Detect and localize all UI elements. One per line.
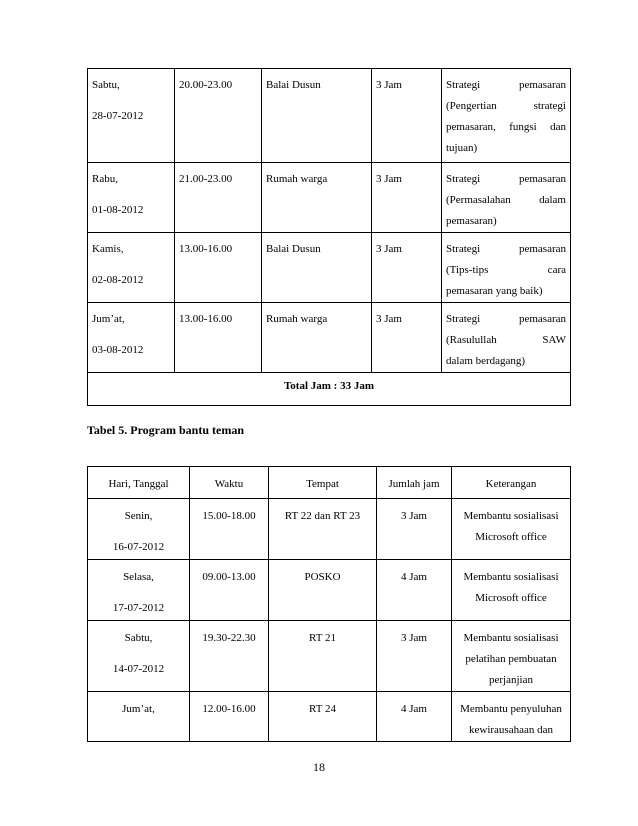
table-row [88,303,571,373]
description-line: Strategi pemasaran [446,243,566,255]
day-date-cell [88,233,175,303]
description-line: (Rasulullah SAW [446,334,566,346]
hours-cell: 3 Jam [372,163,442,233]
description-line: (Pengertian strategi [446,100,566,112]
place-cell: Rumah warga [262,163,372,233]
time-cell: 12.00-16.00 [190,692,269,742]
description-line: pelatihan pembuatan [465,653,557,665]
header-hours: Jumlah jam [377,467,452,499]
description-line: pemasaran) [446,215,497,227]
day-label: Sabtu, [92,79,120,91]
table-row [88,499,571,560]
hours-cell: 3 Jam [372,69,442,163]
day-date-cell [88,560,190,621]
header-time: Waktu [190,467,269,499]
description-line: pemasaran yang baik) [446,285,543,297]
description-line: kewirausahaan dan [469,724,553,736]
header-place: Tempat [269,467,377,499]
day-label: Rabu, [92,173,118,185]
description-cell [452,621,571,692]
place-cell: RT 24 [269,692,377,742]
hours-cell: 4 Jam [377,692,452,742]
description-cell [452,692,571,742]
date-label: 03-08-2012 [92,344,144,356]
day-label: Kamis, [92,243,124,255]
time-cell: 20.00-23.00 [175,69,262,163]
time-cell: 15.00-18.00 [190,499,269,560]
hours-cell: 4 Jam [377,560,452,621]
description-line: Microsoft office [475,531,547,543]
description-line: pemasaran, fungsi dan [446,121,566,133]
day-date-cell [88,303,175,373]
description-cell [442,69,571,163]
description-line: Membantu sosialisasi [463,632,559,644]
place-cell: RT 21 [269,621,377,692]
schedule-table-continued [87,68,571,406]
description-line: Membantu sosialisasi [463,510,559,522]
time-cell: 09.00-13.00 [190,560,269,621]
description-line: Membantu penyuluhan [460,703,562,715]
header-description: Keterangan [452,467,571,499]
date-label: 28-07-2012 [92,110,144,122]
date-label: 16-07-2012 [112,541,165,553]
date-label: 14-07-2012 [112,663,165,675]
description-line: perjanjian [489,674,533,686]
header-day-date: Hari, Tanggal [88,467,190,499]
day-date-cell [88,621,190,692]
description-cell [442,163,571,233]
date-label: 02-08-2012 [92,274,144,286]
hours-cell: 3 Jam [372,233,442,303]
day-label: Senin, [124,510,153,522]
place-cell: Rumah warga [262,303,372,373]
time-cell: 13.00-16.00 [175,233,262,303]
time-cell: 21.00-23.00 [175,163,262,233]
description-line: dalam berdagang) [446,355,526,367]
day-label: Jum’at, [122,703,155,715]
date-label: 17-07-2012 [112,602,165,614]
date-label: 01-08-2012 [92,204,144,216]
hours-cell: 3 Jam [377,621,452,692]
table-row [88,692,571,742]
description-line: (Tips-tips cara [446,264,566,276]
total-hours: Total Jam : 33 Jam [88,373,571,406]
hours-cell: 3 Jam [372,303,442,373]
place-cell: RT 22 dan RT 23 [269,499,377,560]
day-date-cell [88,69,175,163]
description-cell [442,303,571,373]
day-label: Selasa, [123,571,154,583]
description-line: tujuan) [446,142,478,154]
help-friends-table [87,466,571,742]
table-caption: Tabel 5. Program bantu teman [87,423,245,437]
day-date-cell [88,499,190,560]
day-date-cell [88,692,190,742]
time-cell: 13.00-16.00 [175,303,262,373]
description-line: Strategi pemasaran [446,173,566,185]
time-cell: 19.30-22.30 [190,621,269,692]
day-date-cell [88,163,175,233]
description-line: Strategi pemasaran [446,313,566,325]
table-row [88,163,571,233]
table-row [88,69,571,163]
description-cell [452,560,571,621]
table-header-row [88,467,571,499]
place-cell: Balai Dusun [262,69,372,163]
description-line: (Permasalahan dalam [446,194,566,206]
description-line: Microsoft office [475,592,547,604]
description-line: Membantu sosialisasi [463,571,559,583]
table-row [88,560,571,621]
day-label: Jum’at, [92,313,125,325]
place-cell: Balai Dusun [262,233,372,303]
place-cell: POSKO [269,560,377,621]
hours-cell: 3 Jam [377,499,452,560]
description-cell [442,233,571,303]
description-cell [452,499,571,560]
day-label: Sabtu, [124,632,153,644]
table-row [88,233,571,303]
page-number: 18 [313,760,325,774]
table-row [88,621,571,692]
description-line: Strategi pemasaran [446,79,566,91]
